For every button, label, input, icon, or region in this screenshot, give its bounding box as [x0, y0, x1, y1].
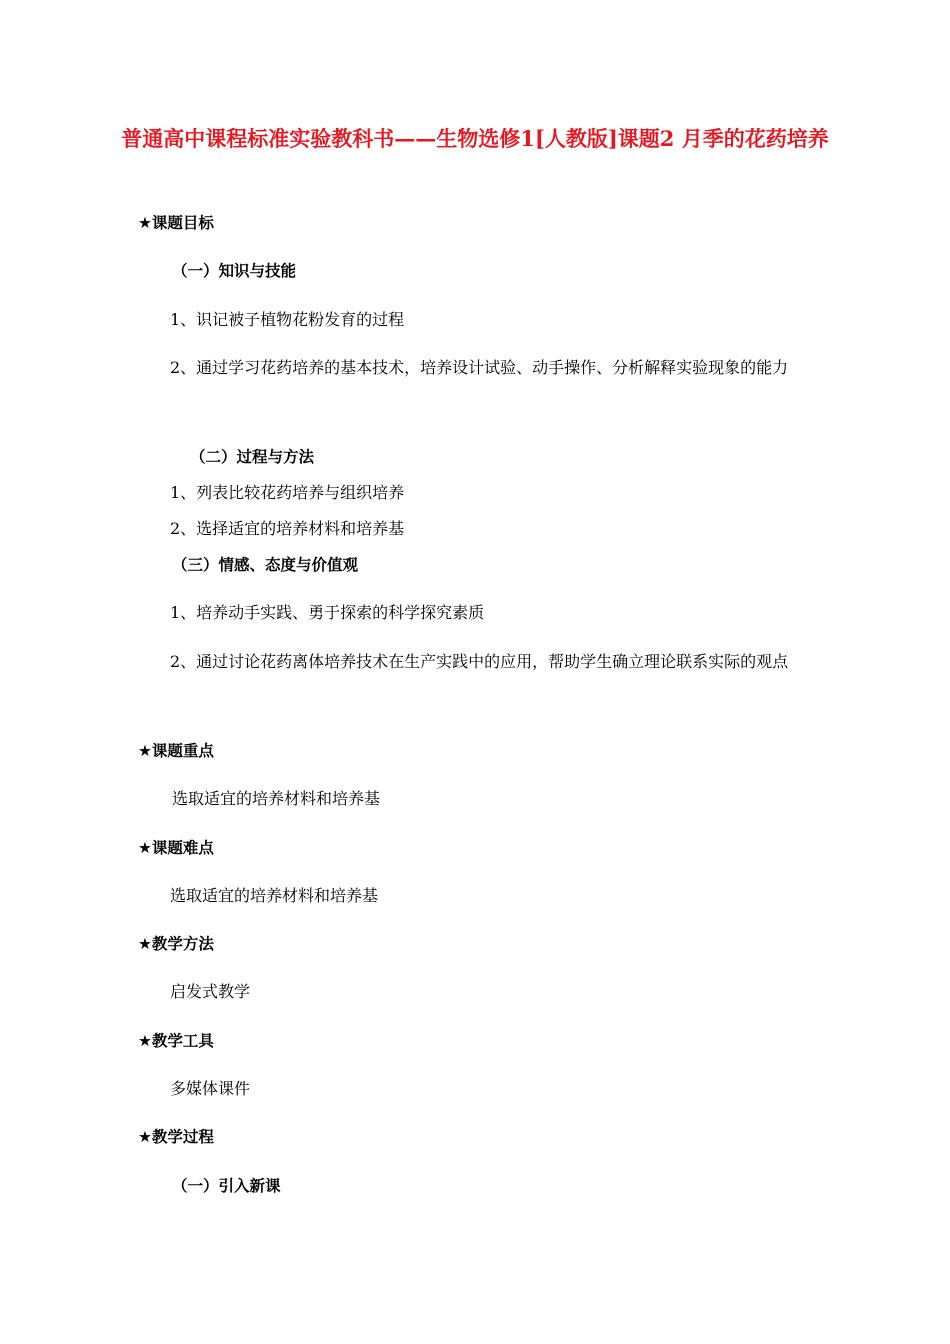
heading-difficulty: ★课题难点	[138, 839, 214, 857]
subheading-process-method: （二）过程与方法	[190, 448, 315, 466]
list-item: 2、通过讨论花药离体培养技术在生产实践中的应用，帮助学生确立理论联系实际的观点	[170, 652, 789, 671]
heading-method: ★教学方法	[138, 935, 214, 953]
list-item: 2、通过学习花药培养的基本技术，培养设计试验、动手操作、分析解释实验现象的能力	[170, 358, 789, 377]
tools-text: 多媒体课件	[170, 1079, 251, 1098]
heading-tools: ★教学工具	[138, 1032, 214, 1050]
list-item: 1、识记被子植物花粉发育的过程	[170, 310, 405, 329]
subheading-intro: （一）引入新课	[172, 1177, 281, 1195]
heading-key-point: ★课题重点	[138, 742, 214, 760]
list-item: 1、培养动手实践、勇于探索的科学探究素质	[170, 603, 485, 622]
heading-process: ★教学过程	[138, 1128, 214, 1146]
list-item: 1、列表比较花药培养与组织培养	[170, 483, 405, 502]
heading-goals: ★课题目标	[138, 214, 214, 232]
subheading-knowledge-skills: （一）知识与技能	[172, 262, 297, 280]
method-text: 启发式教学	[170, 982, 251, 1001]
subheading-attitude-values: （三）情感、态度与价值观	[172, 556, 359, 574]
difficulty-text: 选取适宜的培养材料和培养基	[170, 886, 379, 905]
key-point-text: 选取适宜的培养材料和培养基	[172, 789, 381, 808]
list-item: 2、选择适宜的培养材料和培养基	[170, 519, 405, 538]
document-title: 普通高中课程标准实验教科书——生物选修1[人教版]课题2 月季的花药培养	[121, 126, 829, 151]
